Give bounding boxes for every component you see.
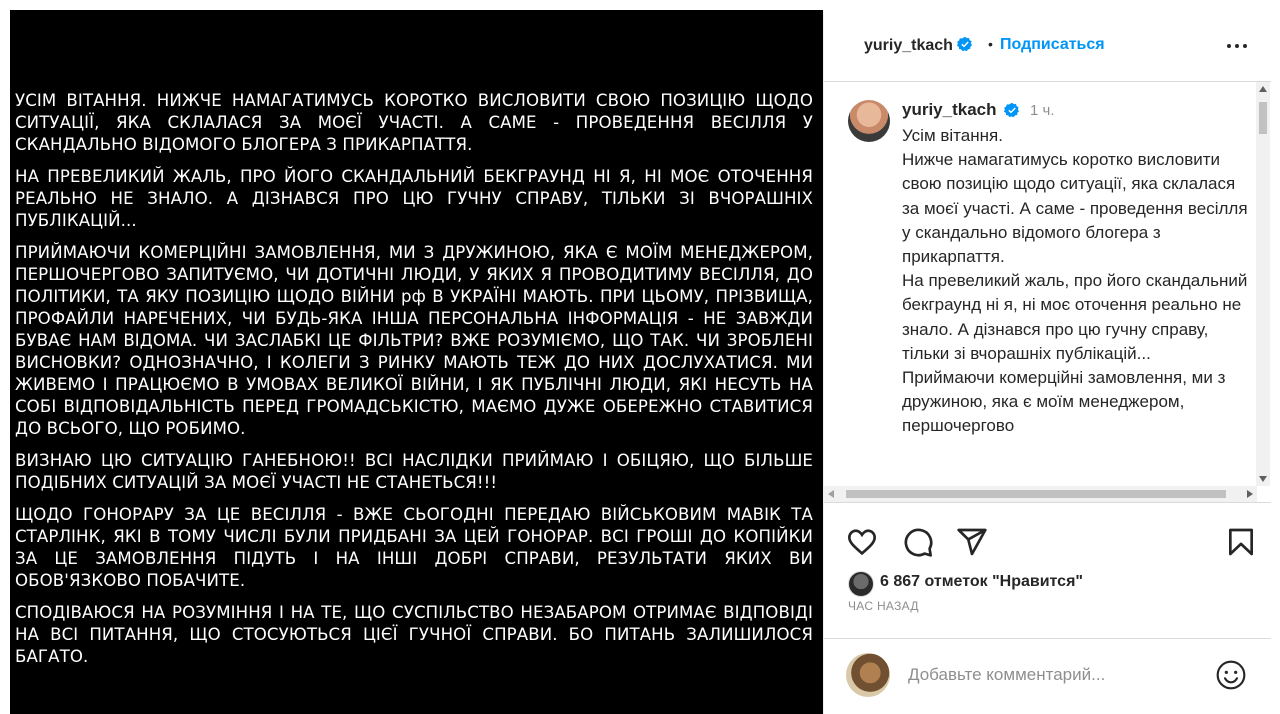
post-time[interactable]: 1 ч. bbox=[1030, 102, 1055, 119]
comment-icon[interactable] bbox=[902, 526, 934, 558]
author-avatar[interactable] bbox=[848, 100, 890, 142]
header-username: yuriy_tkach bbox=[864, 37, 953, 54]
image-paragraph: ВИЗНАЮ ЦЮ СИТУАЦІЮ ГАНЕБНОЮ!! ВСІ НАСЛІДКИ ПРИЙМАЮ І ОБІЦЯЮ, ЩО БІЛЬШЕ ПОДІБНИХ СИТУАЦІЙ ЗА МОЄЇ УЧАСТІ НЕ СТАНЕТЬСЯ!!! bbox=[15, 451, 813, 492]
horizontal-scroll-thumb[interactable] bbox=[846, 490, 1226, 498]
post-time-ago: ЧАС НАЗАД bbox=[848, 599, 919, 613]
caption-scroll-area[interactable] bbox=[824, 82, 1271, 486]
post-header bbox=[824, 10, 1271, 82]
actions-divider bbox=[824, 502, 1271, 503]
viewer-avatar bbox=[846, 653, 890, 697]
horizontal-scrollbar[interactable] bbox=[824, 486, 1257, 502]
emoji-icon[interactable] bbox=[1215, 659, 1247, 691]
vertical-scrollbar[interactable] bbox=[1256, 82, 1270, 486]
verified-badge-icon bbox=[957, 36, 973, 52]
scroll-right-arrow-icon[interactable] bbox=[1247, 490, 1253, 498]
follow-button[interactable]: Подписаться bbox=[1000, 36, 1105, 53]
more-options-icon[interactable] bbox=[1225, 36, 1249, 56]
post-image bbox=[10, 10, 823, 714]
image-paragraph: НА ПРЕВЕЛИКИЙ ЖАЛЬ, ПРО ЙОГО СКАНДАЛЬНИЙ БЕКГРАУНД НІ Я, НІ МОЄ ОТОЧЕННЯ РЕАЛЬНО НЕ ЗНАЛО. А ДІЗНАВСЯ ПРО ЦЮ ГУЧНУ СПРАВУ, ТІЛЬКИ ЗІ ВЧОРАШНІХ ПУБЛІКАЦІЙ... bbox=[15, 167, 813, 230]
post-caption: Усім вітання. Нижче намагатимусь коротко висловити свою позицію щодо ситуації, яка склалася за моєї участі. А саме - проведення весілля у скандально відомого блогера з прикарпаття. На превеликий жаль, про його скандальний бекграунд ні я, ні моє оточення реально не знало. А дізнався про цю гучну справу, тільки зі вчорашніх публікацій... Приймаючи комерційні замовлення, ми з дружиною, яка є моїм менеджером, першочергово bbox=[902, 126, 1248, 436]
verified-badge-icon bbox=[1004, 102, 1020, 118]
share-icon[interactable] bbox=[956, 526, 988, 558]
comment-input[interactable] bbox=[908, 665, 1198, 685]
image-paragraph: СПОДІВАЮСЯ НА РОЗУМІННЯ І НА ТЕ, ЩО СУСПІЛЬСТВО НЕЗАБАРОМ ОТРИМАЄ ВІДПОВІДІ НА ВСІ ПИТАННЯ, ЩО СТОСУЮТЬСЯ ЦІЄЇ ГУЧНОЇ СПРАВИ. БО ПИТАНЬ ЗАЛИШИЛОСЯ БАГАТО. bbox=[15, 603, 813, 666]
post-image-text bbox=[15, 90, 813, 678]
save-bookmark-icon[interactable] bbox=[1225, 526, 1257, 558]
image-paragraph: ПРИЙМАЮЧИ КОМЕРЦІЙНІ ЗАМОВЛЕННЯ, МИ З ДРУЖИНОЮ, ЯКА Є МОЇМ МЕНЕДЖЕРОМ, ПЕРШОЧЕРГОВО ЗАПИТУЄМО, ЧИ ДОТИЧНІ ЛЮДИ, У ЯКИХ Я ПРОВОДИТИМУ ВЕСІЛЛЯ, ДО ПОЛІТИКИ, ТА ЯКУ ПОЗИЦІЮ ЩОДО ВІЙНИ рф В УКРАЇНІ МАЮТЬ. ПРИ ЦЬОМУ, ПРІЗВИЩА, ПРОФАЙЛИ НАРЕЧЕНИХ, ЧИ БУДЬ-ЯКА ІНША ПЕРСОНАЛЬНА ІНФОРМАЦІЯ - НЕ ЗАВЖДИ БУВАЄ НАМ ВІДОМА. ЧИ ЗАСЛАБКІ ЦЕ ФІЛЬТРИ? ВЖЕ РОЗУМІЄМО, ЩО ТАК. ЧИ ЗРОБЛЕНІ ВИСНОВКИ? ОДНОЗНАЧНО, І КОЛЕГИ З РИНКУ МАЮТЬ ТЕЖ ДО НИХ ДОСЛУХАТИСЯ. МИ ЖИВЕМО І ПРАЦЮЄМО В УМОВАХ ВЕЛИКОЇ ВІЙНИ, І ЯК ПУБЛІЧНІ ЛЮДИ, ЯКІ НЕСУТЬ НА СОБІ ВІДПОВІДАЛЬНІСТЬ ПЕРЕД ГРОМАДСЬКІСТЮ, МАЄМО ДУЖЕ ОБЕРЕЖНО СТАВИТИСЯ ДО ВСЬОГО, ЩО РОБИМО. bbox=[15, 243, 813, 438]
image-paragraph: УСІМ ВІТАННЯ. НИЖЧЕ НАМАГАТИМУСЬ КОРОТКО ВИСЛОВИТИ СВОЮ ПОЗИЦІЮ ЩОДО СИТУАЦІЇ, ЯКА СКЛАЛАСЯ ЗА МОЄЇ УЧАСТІ. А САМЕ - ПРОВЕДЕННЯ ВЕСІЛЛЯ У СКАНДАЛЬНО ВІДОМОГО БЛОГЕРА З ПРИКАРПАТТЯ. bbox=[15, 91, 813, 154]
scroll-left-arrow-icon[interactable] bbox=[828, 490, 834, 498]
scroll-up-arrow-icon[interactable] bbox=[1259, 86, 1267, 92]
comment-bar bbox=[824, 638, 1271, 714]
post-side-panel bbox=[823, 10, 1270, 714]
scroll-down-arrow-icon[interactable] bbox=[1259, 476, 1267, 482]
heart-icon[interactable] bbox=[846, 526, 878, 558]
caption-username[interactable]: yuriy_tkach bbox=[902, 100, 997, 119]
image-paragraph: ЩОДО ГОНОРАРУ ЗА ЦЕ ВЕСІЛЛЯ - ВЖЕ СЬОГОДНІ ПЕРЕДАЮ ВІЙСЬКОВИМ МАВІК ТА СТАРЛІНК, ЯКІ В ТОМУ ЧИСЛІ БУЛИ ПРИДБАНІ ЗА ЦЕЙ ГОНОРАР. ВСІ ГРОШІ ДО КОПІЙКИ ЗА ЦЕ ЗАМОВЛЕННЯ ПІДУТЬ І НА ІНШІ ДОБРІ СПРАВИ, РЕЗУЛЬТАТИ ЯКИХ ВИ ОБОВ'ЯЗКОВО ПОБАЧИТЕ. bbox=[15, 505, 813, 590]
header-separator: • bbox=[988, 36, 993, 52]
vertical-scroll-thumb[interactable] bbox=[1259, 102, 1267, 134]
liker-avatar[interactable] bbox=[848, 571, 874, 597]
header-username-link[interactable] bbox=[864, 36, 973, 55]
likes-count[interactable]: 6 867 отметок "Нравится" bbox=[880, 573, 1083, 590]
